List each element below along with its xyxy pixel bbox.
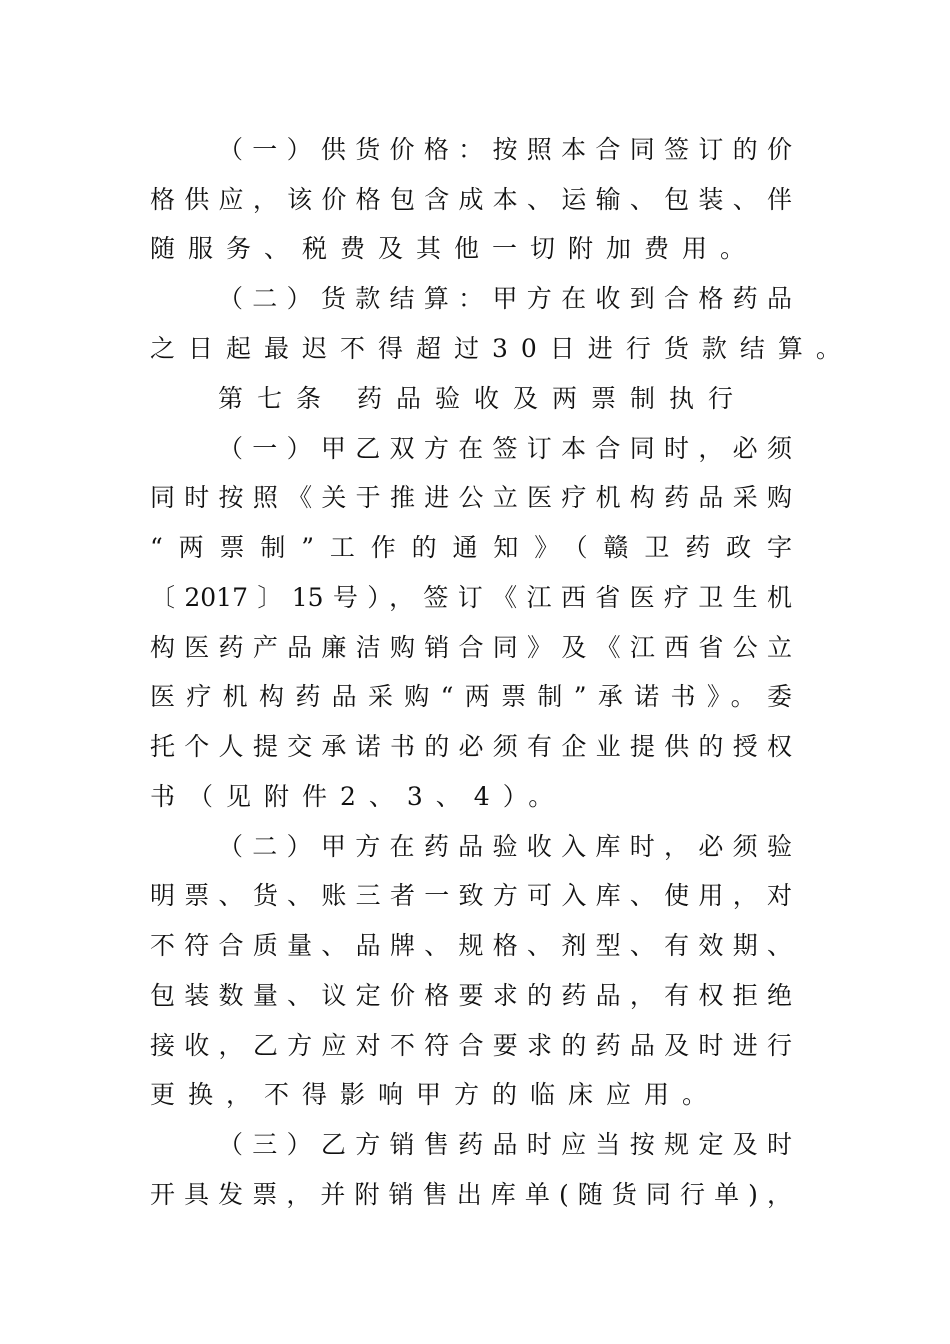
paragraph-line: 随服务、税费及其他一切附加费用。 — [150, 234, 759, 263]
paragraph-line: 更换，不得影响甲方的临床应用。 — [150, 1080, 721, 1109]
paragraph-line: 托个人提交承诺书的必须有企业提供的授权 — [150, 732, 792, 761]
paragraph-line: 〔2017〕15号），签订《江西省医疗卫生机 — [150, 583, 792, 612]
paragraph-line: 医疗机构药品采购“两票制”承诺书》。委 — [150, 682, 792, 711]
paragraph-line: 明票、货、账三者一致方可入库、使用，对 — [150, 881, 792, 910]
paragraph-line: 接收，乙方应对不符合要求的药品及时进行 — [150, 1031, 792, 1060]
paragraph-line: （一）供货价格：按照本合同签订的价 — [218, 135, 792, 164]
paragraph-line: 不符合质量、品牌、规格、剂型、有效期、 — [150, 931, 792, 960]
paragraph-line: 之日起最迟不得超过30日进行货款结算。 — [150, 334, 854, 363]
paragraph-line: （二）甲方在药品验收入库时，必须验 — [218, 832, 792, 861]
paragraph-line: 包装数量、议定价格要求的药品，有权拒绝 — [150, 981, 792, 1010]
paragraph-line: （三）乙方销售药品时应当按规定及时 — [218, 1130, 792, 1159]
paragraph-line: 构医药产品廉洁购销合同》及《江西省公立 — [150, 633, 792, 662]
paragraph-line: 同时按照《关于推进公立医疗机构药品采购 — [150, 483, 792, 512]
paragraph-line: 格供应，该价格包含成本、运输、包装、伴 — [150, 185, 792, 214]
paragraph-line: （一）甲乙双方在签订本合同时，必须 — [218, 434, 792, 463]
paragraph-line: 书（见附件2、3、4）。 — [150, 782, 567, 811]
paragraph-line: 开具发票，并附销售出库单(随货同行单)， — [150, 1180, 792, 1209]
paragraph-line: “两票制”工作的通知》（赣卫药政字 — [150, 533, 792, 562]
section-heading: 第七条 药品验收及两票制执行 — [218, 384, 747, 413]
paragraph-line: （二）货款结算：甲方在收到合格药品 — [218, 284, 792, 313]
